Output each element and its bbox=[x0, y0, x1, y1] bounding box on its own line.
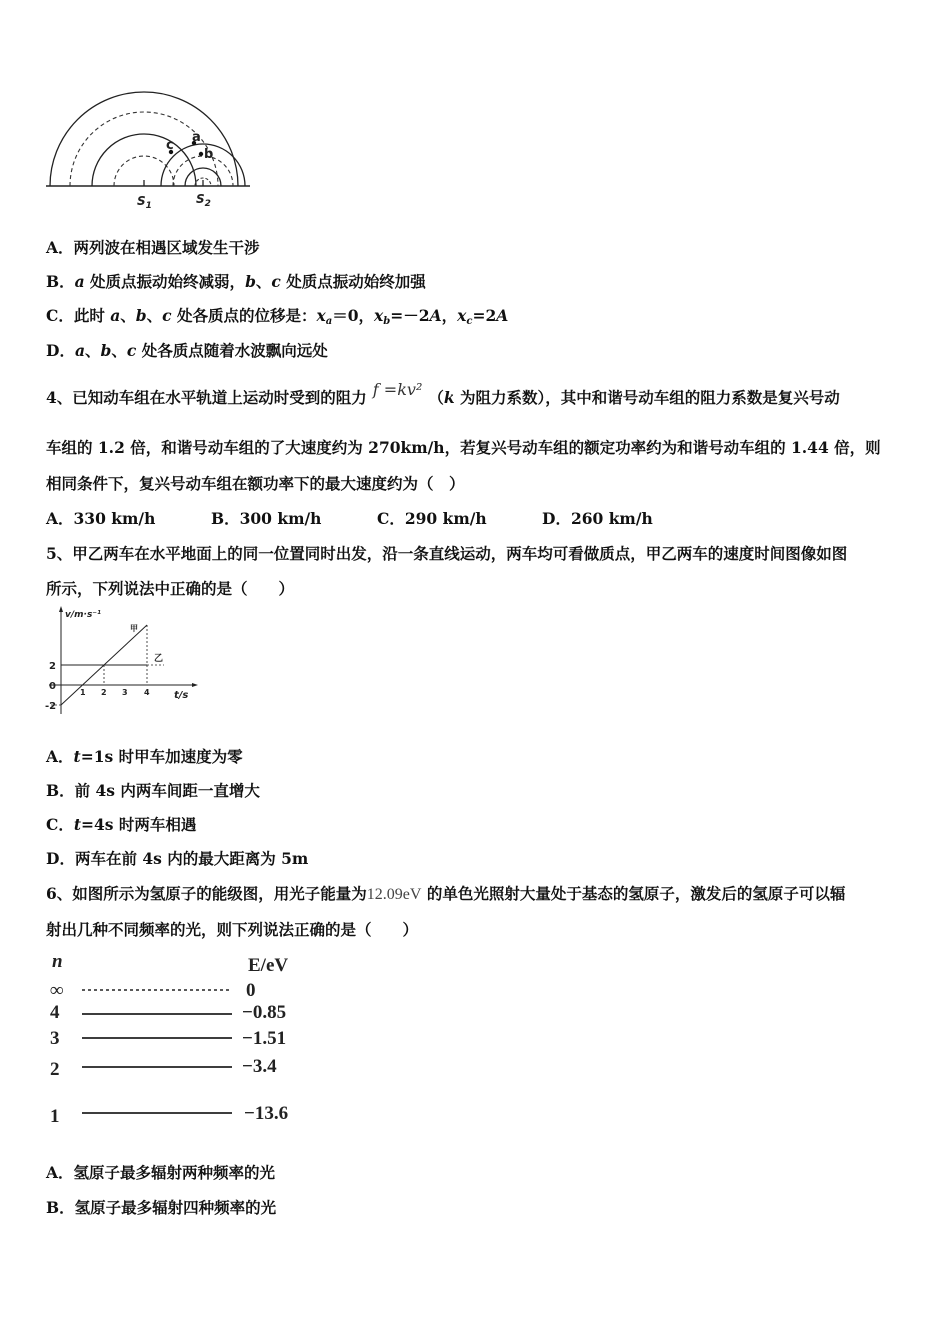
svg-text:1: 1 bbox=[80, 688, 86, 697]
q5-option-d: D．两车在前 4s 内的最大距离为 5m bbox=[46, 849, 309, 868]
level-1-e: −13.6 bbox=[244, 1103, 289, 1124]
q6-option-a: A．氢原子最多辐射两种频率的光 bbox=[46, 1163, 276, 1182]
level-2-n: 2 bbox=[50, 1059, 60, 1080]
q6-option-b: B．氢原子最多辐射四种频率的光 bbox=[46, 1198, 277, 1217]
resistance-formula: f =kv² bbox=[372, 380, 423, 399]
level-4-e: −0.85 bbox=[242, 1002, 287, 1023]
label-c: c bbox=[166, 138, 174, 153]
q4-line1: 4、已知动车组在水平轨道上运动时受到的阻力 f =kv² （k 为阻力系数），其中和谐号动车组的阻力系数是复兴号动 bbox=[46, 380, 840, 407]
level-4-n: 4 bbox=[50, 1002, 60, 1023]
svg-text:乙: 乙 bbox=[154, 654, 164, 664]
svg-text:v/m·s⁻¹: v/m·s⁻¹ bbox=[65, 610, 101, 620]
q4-option-d: D．260 km/h bbox=[542, 509, 653, 528]
q5-option-c: C．t=4s 时两车相遇 bbox=[46, 815, 197, 834]
q6-line2: 射出几种不同频率的光，则下列说法正确的是（ ） bbox=[46, 920, 419, 939]
svg-text:甲: 甲 bbox=[130, 624, 138, 633]
svg-text:3: 3 bbox=[122, 688, 128, 697]
q5-line2: 所示，下列说法中正确的是（ ） bbox=[46, 579, 295, 598]
q4-option-c: C．290 km/h bbox=[377, 509, 487, 528]
label-a: a bbox=[192, 130, 201, 145]
q3-option-a: A．两列波在相遇区域发生干涉 bbox=[46, 238, 260, 257]
point-b bbox=[199, 152, 203, 156]
photon-energy: 12.09eV bbox=[366, 886, 422, 903]
level-3-e: −1.51 bbox=[242, 1028, 287, 1049]
energy-level-diagram bbox=[44, 950, 304, 1130]
q4-option-b: B．300 km/h bbox=[211, 509, 322, 528]
level-1-n: 1 bbox=[50, 1106, 60, 1127]
q4-line3: 相同条件下，复兴号动车组在额功率下的最大速度约为（ ） bbox=[46, 474, 465, 493]
level-3-n: 3 bbox=[50, 1028, 60, 1049]
velocity-time-graph bbox=[44, 604, 204, 719]
q5-option-b: B．前 4s 内两车间距一直增大 bbox=[46, 781, 260, 800]
q4-line2: 车组的 1.2 倍，和谐号动车组的了大速度约为 270km/h，若复兴号动车组的额定功率约为和谐号动车组的 1.44 倍，则 bbox=[46, 438, 881, 457]
e-header: E/eV bbox=[248, 955, 289, 976]
q5-option-a: A．t=1s 时甲车加速度为零 bbox=[46, 747, 243, 766]
svg-text:2: 2 bbox=[49, 661, 56, 672]
q3-option-c: C．此时 a、b、c 处各质点的位移是：$x_a=0$，$x_b=-2A$，$x_c=2A$ bbox=[46, 306, 509, 327]
q3-option-b: B．a 处质点振动始终减弱，b、c 处质点振动始终加强 bbox=[46, 272, 426, 291]
label-b: b bbox=[204, 147, 214, 162]
q5-line1: 5、甲乙两车在水平地面上的同一位置同时出发，沿一条直线运动，两车均可看做质点，甲乙两车的速度时间图像如图 bbox=[46, 544, 848, 563]
svg-text:t/s: t/s bbox=[174, 690, 189, 701]
level-inf-e: 0 bbox=[246, 980, 256, 1001]
label-s2: $S_2$ bbox=[196, 192, 211, 209]
q3-option-d: D．a、b、c 处各质点随着水波飘向远处 bbox=[46, 341, 328, 360]
level-2-e: −3.4 bbox=[242, 1056, 277, 1077]
q6-line1: 6、如图所示为氢原子的能级图，用光子能量为12.09eV 的单色光照射大量处于基态的氢原子，激发后的氢原子可以辐 bbox=[46, 884, 846, 903]
label-s1: $S_1$ bbox=[137, 194, 152, 211]
wave-interference-figure bbox=[40, 110, 260, 215]
svg-text:-2: -2 bbox=[45, 701, 57, 712]
svg-text:2: 2 bbox=[101, 688, 107, 697]
n-header: n bbox=[52, 951, 63, 972]
svg-text:4: 4 bbox=[144, 688, 150, 697]
q4-option-a: A．330 km/h bbox=[46, 509, 156, 528]
svg-text:0: 0 bbox=[49, 681, 56, 692]
level-inf-n: ∞ bbox=[50, 980, 64, 1001]
